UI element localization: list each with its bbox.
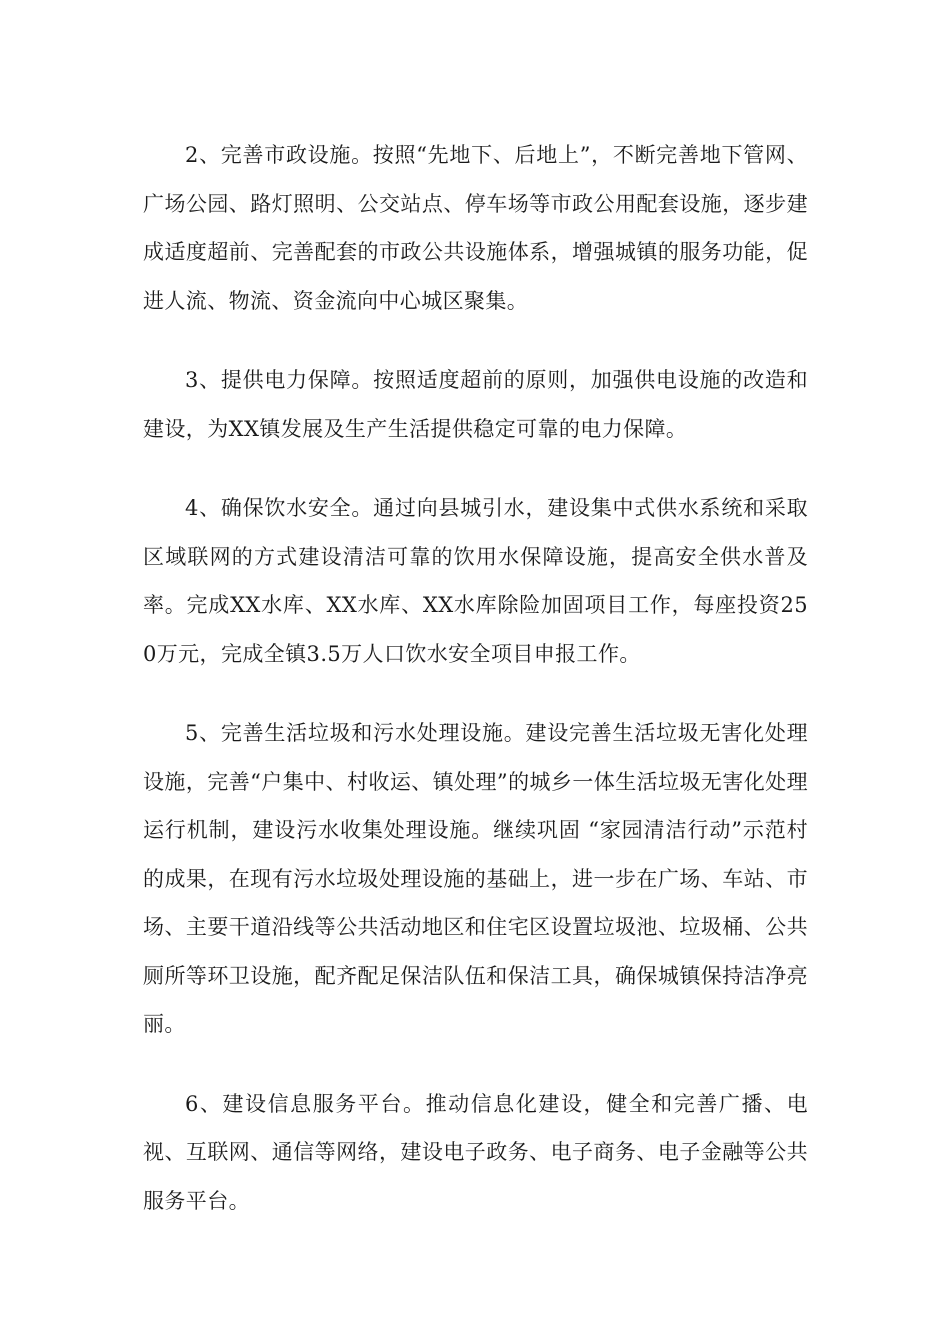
- paragraph-gap: [143, 678, 808, 709]
- paragraph-drinking-water: 4、确保饮水安全。通过向县城引水，建设集中式供水系统和采取区域联网的方式建设清洁可靠的饮用水保障设施，提高安全供水普及率。完成XX水库、XX水库、XX水库除险加固项目工作，每座投资250万元，完成全镇3.5万人口饮水安全项目申报工作。: [143, 496, 808, 666]
- paragraph-waste-sewage: 5、完善生活垃圾和污水处理设施。建设完善生活垃圾无害化处理设施，完善“户集中、村收运、镇处理”的城乡一体生活垃圾无害化处理运行机制，建设污水收集处理设施。继续巩固 “家园清洁行动”示范村的成果，在现有污水垃圾处理设施的基础上，进一步在广场、车站、市场、主要干道沿线等公共活动地区和住宅区设置垃圾池、垃圾桶、公共厕所等环卫设施，配齐配足保洁队伍和保洁工具，确保城镇保持洁净亮丽。: [143, 721, 808, 1036]
- paragraph-information-platform: 6、建设信息服务平台。推动信息化建设，健全和完善广播、电视、互联网、通信等网络，建设电子政务、电子商务、电子金融等公共服务平台。: [143, 1091, 808, 1213]
- paragraph-gap: [143, 1049, 808, 1080]
- paragraph-gap: [143, 325, 808, 356]
- paragraph-municipal-facilities: 2、完善市政设施。按照“先地下、后地上”，不断完善地下管网、广场公园、路灯照明、公交站点、停车场等市政公用配套设施，逐步建成适度超前、完善配套的市政公共设施体系，增强城镇的服务功能，促进人流、物流、资金流向中心城区聚集。: [143, 143, 808, 313]
- paragraph-power-supply: 3、提供电力保障。按照适度超前的原则，加强供电设施的改造和建设，为XX镇发展及生产生活提供稳定可靠的电力保障。: [143, 368, 808, 441]
- paragraph-gap: [143, 453, 808, 484]
- document-body: [143, 131, 808, 1225]
